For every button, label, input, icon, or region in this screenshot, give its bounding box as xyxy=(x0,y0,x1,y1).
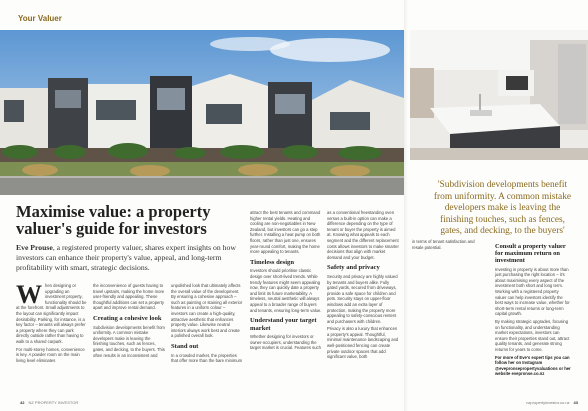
subheading: Safety and privacy xyxy=(327,264,380,272)
author-name: Eve Prouse xyxy=(16,243,53,252)
body-paragraph: as a conventional freestanding oven versus a built-in option can make a difference depending on the type of tenant or buyer the property is aimed at. Knowing what appeals to each segment and the different replacement costs allows investors to make smarter decisions that align with market demand and your budget. xyxy=(327,210,399,260)
body-paragraph: Investors should prioritise classic design over short-lived trends. While trendy features might seem appealing now, they can quickly date a property and limit its future marketability. A timeless, neutral aesthetic will always appeal to a broader range of buyers and tenants, ensuring long-term value. xyxy=(250,268,322,313)
article-headline: Maximise value: a property valuer's guide for investors xyxy=(16,202,211,238)
body-paragraph: Privacy is also a luxury that enhances a property's appeal. Thoughtful, minimal maintenance landscaping and well-positioned fencing can create private outdoor spaces that add significant value, both xyxy=(327,326,399,360)
pull-quote: 'Subdivision developments benefit from uniformity. A common mistake developers make is leaving the finishing touches, such as fences, gates, and decking, to the buyers' xyxy=(433,180,572,236)
page-gutter xyxy=(404,0,408,411)
body-column-5 xyxy=(327,210,399,362)
subheading: Stand out xyxy=(171,342,199,350)
body-paragraph: Whether designing for investors or owner-occupiers, understanding the target market is crucial. Features such xyxy=(250,334,321,351)
body-paragraph: in terms of tenant satisfaction and resale potential. xyxy=(412,239,475,250)
body-paragraph: attract the best tenants and command higher rental yields. Heating and cooling are non-negotiables in New Zealand, but investors can go a step further. Installing a heat pump on both floors, rather than just one, ensures year-round comfort, making the home more appealing to tenants. xyxy=(250,210,321,255)
body-column-3 xyxy=(171,283,243,366)
subheading: Timeless design xyxy=(250,258,295,266)
kitchen-photo xyxy=(410,30,588,160)
townhouses-photo xyxy=(0,30,404,195)
body-paragraph: In a crowded market, the properties that offer more than the bare minimum xyxy=(171,352,243,364)
body-paragraph: unpolished look that ultimately affects the overall value of the development. By ensuring a cohesive approach – such as painting or staining all exterior features in a uniform colour – investors can create a high-quality, attractive aesthetic that enhances property value. Likewise neutral interiors always work best and create a polished overall look. xyxy=(171,283,243,339)
magazine-website: nzpropertyinvestor.co.nz xyxy=(526,400,570,405)
subheading: Consult a property valuer for maximum return on investment xyxy=(495,243,566,265)
page-number-right: 43 xyxy=(573,400,578,405)
author-contact-note: For more of Eve's expert tips you can follow her on Instagram @evepronsepropertyvaluations or her website evepronse.co.nz xyxy=(495,354,571,377)
standfirst-text: , a registered property valuer, shares expert insights on how investors can enhance their property's value, appeal, and long-term profitability with smart, strategic decisions. xyxy=(16,243,236,272)
body-paragraph: Investing in property is about more than just purchasing the right location – it's about maximising every aspect of the investment both short and long term. Working with a registered property valuer can help investors identify the best ways to increase value, whether for short-term rental returns or long-term capital growth. xyxy=(495,266,570,317)
body-column-1 xyxy=(16,280,88,365)
body-paragraph: the inconvenience of guests having to travel upstairs, making the home more user-friendly and appealing. These thoughtful additions can set a property apart and improve rental demand. xyxy=(93,283,165,311)
page-number-left: 42 xyxy=(20,400,25,405)
subheading: Creating a cohesive look xyxy=(93,314,162,322)
standfirst xyxy=(16,243,248,272)
magazine-name: NZ PROPERTY INVESTOR xyxy=(28,400,79,405)
body-column-6 xyxy=(412,239,487,252)
body-paragraph: Subdivision developments benefit from uniformity. A common mistake developers make is leaving the finishing touches, such as fences, gates, and decking, to the buyers. This often results in an inconsistent and xyxy=(93,324,165,358)
body-paragraph: hen designing or upgrading an investment property, functionality should be at the forefront. Small adjustments to the layout can significantly impact desirability. Parking, for instance, is a key factor – tenants will always prefer a property where they can park directly outside rather than having to walk to a shared carpark. xyxy=(16,283,87,344)
body-column-4 xyxy=(250,210,322,353)
footer-right xyxy=(472,400,582,405)
body-paragraph: For multi-storey homes, convenience is key. A powder room on the main living level eliminates xyxy=(16,346,85,363)
drop-cap: W xyxy=(16,280,42,309)
footer-left xyxy=(16,400,78,405)
body-column-2 xyxy=(93,283,165,360)
body-paragraph: By making strategic upgrades, focusing on functionality, and understanding market expectations, investors can ensure their properties stand out, attract quality tenants, and generate strong returns for years to come. xyxy=(495,318,570,352)
body-paragraph: Security and privacy are highly valued by tenants and buyers alike. Fully gated yards, secured from driveways, provide a safe space for children and pets. Security stays on upper-floor windows add an extra layer of protection, making the property more appealing to safety-conscious renters and purchasers with children. xyxy=(327,273,398,324)
body-column-7 xyxy=(495,239,571,379)
subheading: Understand your target market xyxy=(250,317,317,332)
section-tag: Your Valuer xyxy=(18,14,62,23)
